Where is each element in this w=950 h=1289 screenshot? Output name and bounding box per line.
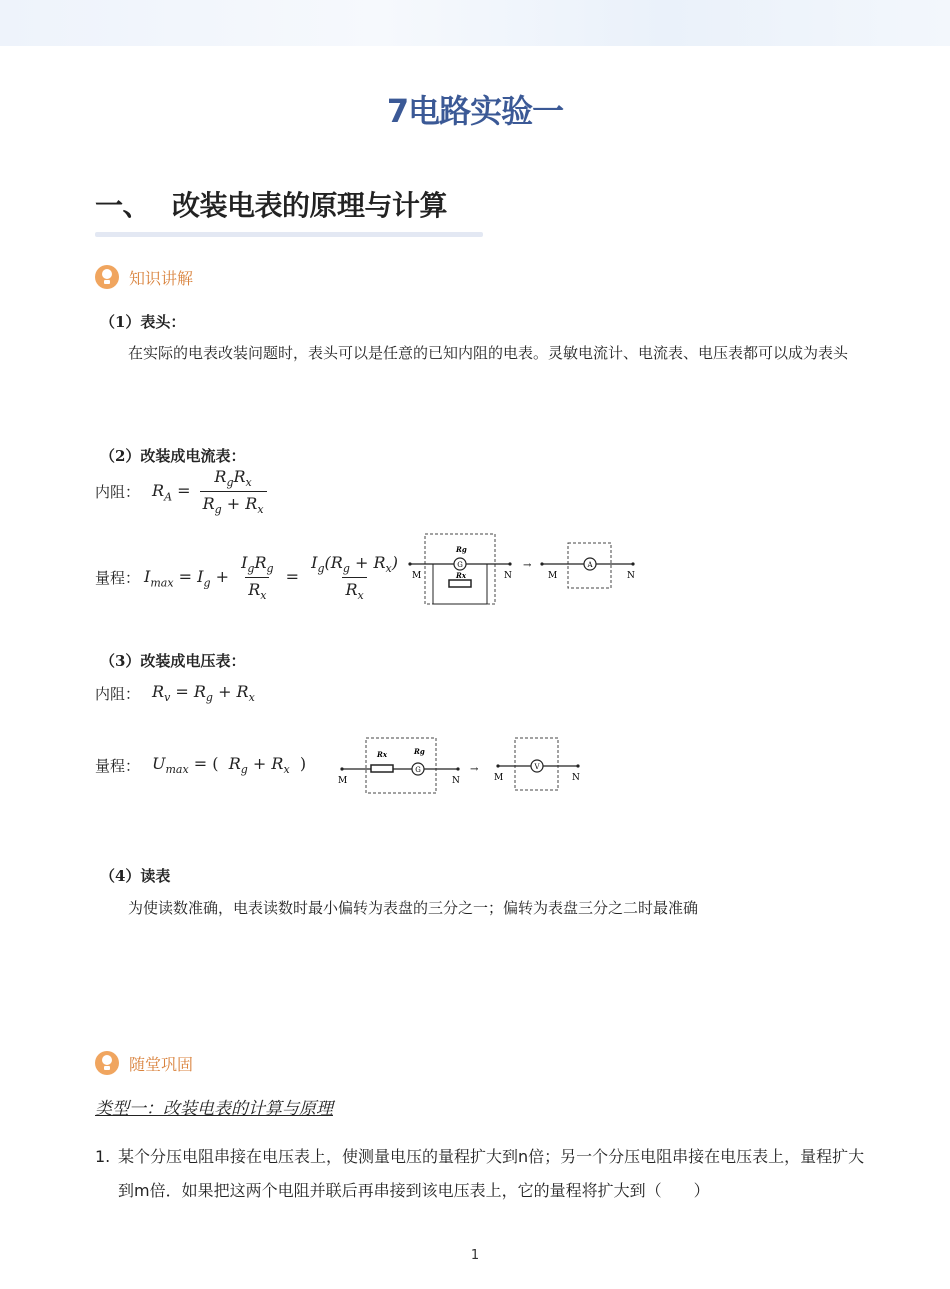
arrow-icon-2: →: [470, 764, 479, 775]
galvanometer-letter: G: [457, 561, 463, 569]
lightbulb-icon: [95, 265, 119, 289]
arrow-icon: →: [523, 560, 532, 571]
question-text: 某个分压电阻串接在电压表上，使测量电压的量程扩大到n倍；另一个分压电阻串接在电压表上，量程扩大到m倍．如果把这两个电阻并联后再串接到该电压表上，它的量程将扩大到（ ）: [118, 1147, 865, 1200]
rg-label-2: Rg: [414, 747, 425, 756]
voltmeter-resistance-label: 内阻：: [95, 684, 141, 703]
voltmeter-circuit-diagram: [330, 732, 590, 798]
terminal-n-3: N: [452, 776, 460, 786]
galvanometer-letter-2: G: [415, 766, 421, 774]
header-band: [0, 0, 950, 46]
page-number: 1: [470, 1248, 480, 1263]
voltmeter-resistance-math: $R_v = R_g + R_x$: [152, 682, 255, 705]
terminal-m: M: [412, 571, 422, 581]
voltmeter-range-label: 量程：: [95, 756, 141, 775]
page-title: 7电路实验一: [386, 92, 564, 130]
voltmeter-resistance-formula: [95, 682, 255, 704]
ammeter-range-label: 量程：: [95, 569, 141, 588]
ammeter-resistance-formula: [95, 467, 271, 516]
section-underline: [95, 232, 483, 237]
question-1: [95, 1140, 865, 1208]
type-one-heading: 类型一：改装电表的计算与原理: [95, 1099, 333, 1119]
terminal-m-3: M: [338, 776, 348, 786]
meter-head-text: 在实际的电表改装问题时，表头可以是任意的已知内阻的电表。灵敏电流计、电流表、电压表都可以成为表头: [128, 344, 849, 362]
lightbulb-icon: [95, 1051, 119, 1075]
rx-label: Rx: [456, 571, 466, 580]
section-number: 一、: [95, 189, 151, 222]
voltmeter-range-math: $U_{max}$ = ( $R_g + R_x$ ): [152, 754, 307, 777]
ammeter-letter: A: [587, 561, 593, 569]
ammeter-range-math: $I_{max} = I_g$ + $\frac{I_gR_g}{R_x}$ = $\frac{I_g(R_g + R_x)}{R_x}$: [144, 553, 398, 603]
terminal-m-2: M: [548, 571, 558, 581]
practice-tag: [95, 1050, 193, 1076]
terminal-m-4: M: [494, 773, 504, 783]
rg-label: Rg: [456, 545, 467, 554]
rx-label-2: Rx: [377, 750, 387, 759]
question-number: 1.: [95, 1147, 111, 1166]
voltmeter-letter: V: [534, 763, 540, 771]
knowledge-tag: [95, 264, 193, 290]
voltmeter-heading: （3）改装成电压表：: [100, 652, 246, 670]
practice-tag-label: 随堂巩固: [129, 1054, 194, 1074]
voltmeter-range-formula: [95, 754, 306, 776]
series-resistor-symbol: [371, 765, 393, 772]
meter-head-heading: （1）表头：: [100, 313, 186, 331]
ammeter-resistance-math: $R_A$ = $\frac{R_gR_x}{R_g + R_x}$: [152, 467, 271, 516]
ammeter-range-formula: [95, 553, 405, 602]
terminal-n-2: N: [627, 571, 635, 581]
terminal-n-4: N: [572, 773, 580, 783]
section-heading: [95, 184, 447, 224]
reading-heading: （4）读表: [100, 867, 171, 885]
reading-text: 为使读数准确，电表读数时最小偏转为表盘的三分之一；偏转为表盘三分之二时最准确: [128, 899, 699, 917]
terminal-n: N: [504, 571, 512, 581]
section-title: 改装电表的原理与计算: [172, 189, 448, 222]
ammeter-resistance-label: 内阻：: [95, 483, 141, 502]
ammeter-heading: （2）改装成电流表：: [100, 447, 246, 465]
ammeter-circuit-diagram: [405, 528, 645, 610]
shunt-resistor-symbol: [449, 580, 471, 587]
knowledge-tag-label: 知识讲解: [129, 268, 194, 288]
